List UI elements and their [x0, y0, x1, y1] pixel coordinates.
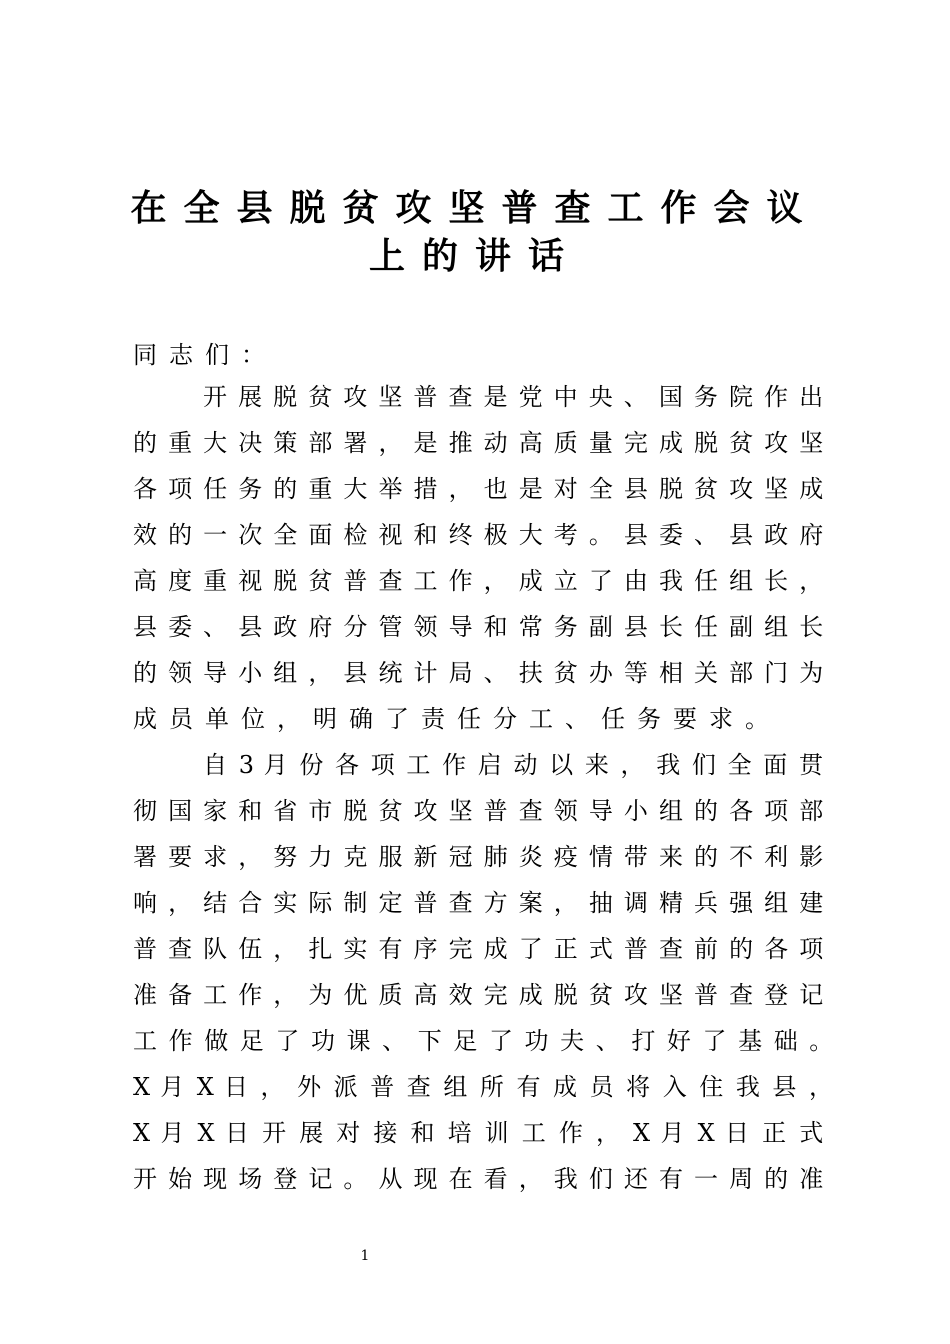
- salutation: 同志们：: [133, 341, 277, 369]
- paragraph-line: 县 委 、 县 政 府 分 管 领 导 和 常 务 副 县 长 任 副 组 长: [133, 613, 824, 641]
- paragraph-line: 彻 国 家 和 省 市 脱 贫 攻 坚 普 查 领 导 小 组 的 各 项 部: [133, 797, 824, 825]
- paragraph-line: 响 ， 结 合 实 际 制 定 普 查 方 案 ， 抽 调 精 兵 强 组 建: [133, 889, 824, 917]
- document-title-line-2: 上的讲话: [368, 236, 581, 277]
- paragraph-line: 效 的 一 次 全 面 检 视 和 终 极 大 考 。 县 委 、 县 政 府: [133, 521, 824, 549]
- paragraph-line: 准 备 工 作 ， 为 优 质 高 效 完 成 脱 贫 攻 坚 普 查 登 记: [133, 981, 824, 1009]
- paragraph-line: 工 作 做 足 了 功 课 、 下 足 了 功 夫 、 打 好 了 基 础 。: [133, 1027, 834, 1055]
- page-number: 1: [360, 1248, 370, 1264]
- paragraph-line: 普 查 队 伍 ， 扎 实 有 序 完 成 了 正 式 普 查 前 的 各 项: [133, 935, 824, 963]
- paragraph-line: X 月 X 日 开 展 对 接 和 培 训 工 作 ， X 月 X 日 正 式: [133, 1119, 824, 1147]
- paragraph-line: 成员单位，明确了责任分工、任务要求。: [133, 705, 781, 733]
- paragraph-line: 开 始 现 场 登 记 。 从 现 在 看 ， 我 们 还 有 一 周 的 准: [133, 1165, 824, 1193]
- paragraph-line: X 月 X 日 ， 外 派 普 查 组 所 有 成 员 将 入 住 我 县 ，: [133, 1073, 833, 1101]
- paragraph-line: 自 3 月 份 各 项 工 作 启 动 以 来 ， 我 们 全 面 贯: [203, 751, 823, 779]
- paragraph-line: 的 领 导 小 组 ， 县 统 计 局 、 扶 贫 办 等 相 关 部 门 为: [133, 659, 824, 687]
- document-title-line-1: 在全县脱贫攻坚普查工作会议: [130, 188, 820, 229]
- paragraph-line: 开 展 脱 贫 攻 坚 普 查 是 党 中 央 、 国 务 院 作 出: [203, 383, 824, 411]
- paragraph-line: 署 要 求 ， 努 力 克 服 新 冠 肺 炎 疫 情 带 来 的 不 利 影: [133, 843, 824, 871]
- paragraph-line: 的 重 大 决 策 部 署 ， 是 推 动 高 质 量 完 成 脱 贫 攻 坚: [133, 429, 824, 457]
- paragraph-line: 各 项 任 务 的 重 大 举 措 ， 也 是 对 全 县 脱 贫 攻 坚 成: [133, 475, 824, 503]
- paragraph-line: 高 度 重 视 脱 贫 普 查 工 作 ， 成 立 了 由 我 任 组 长 ，: [133, 567, 824, 595]
